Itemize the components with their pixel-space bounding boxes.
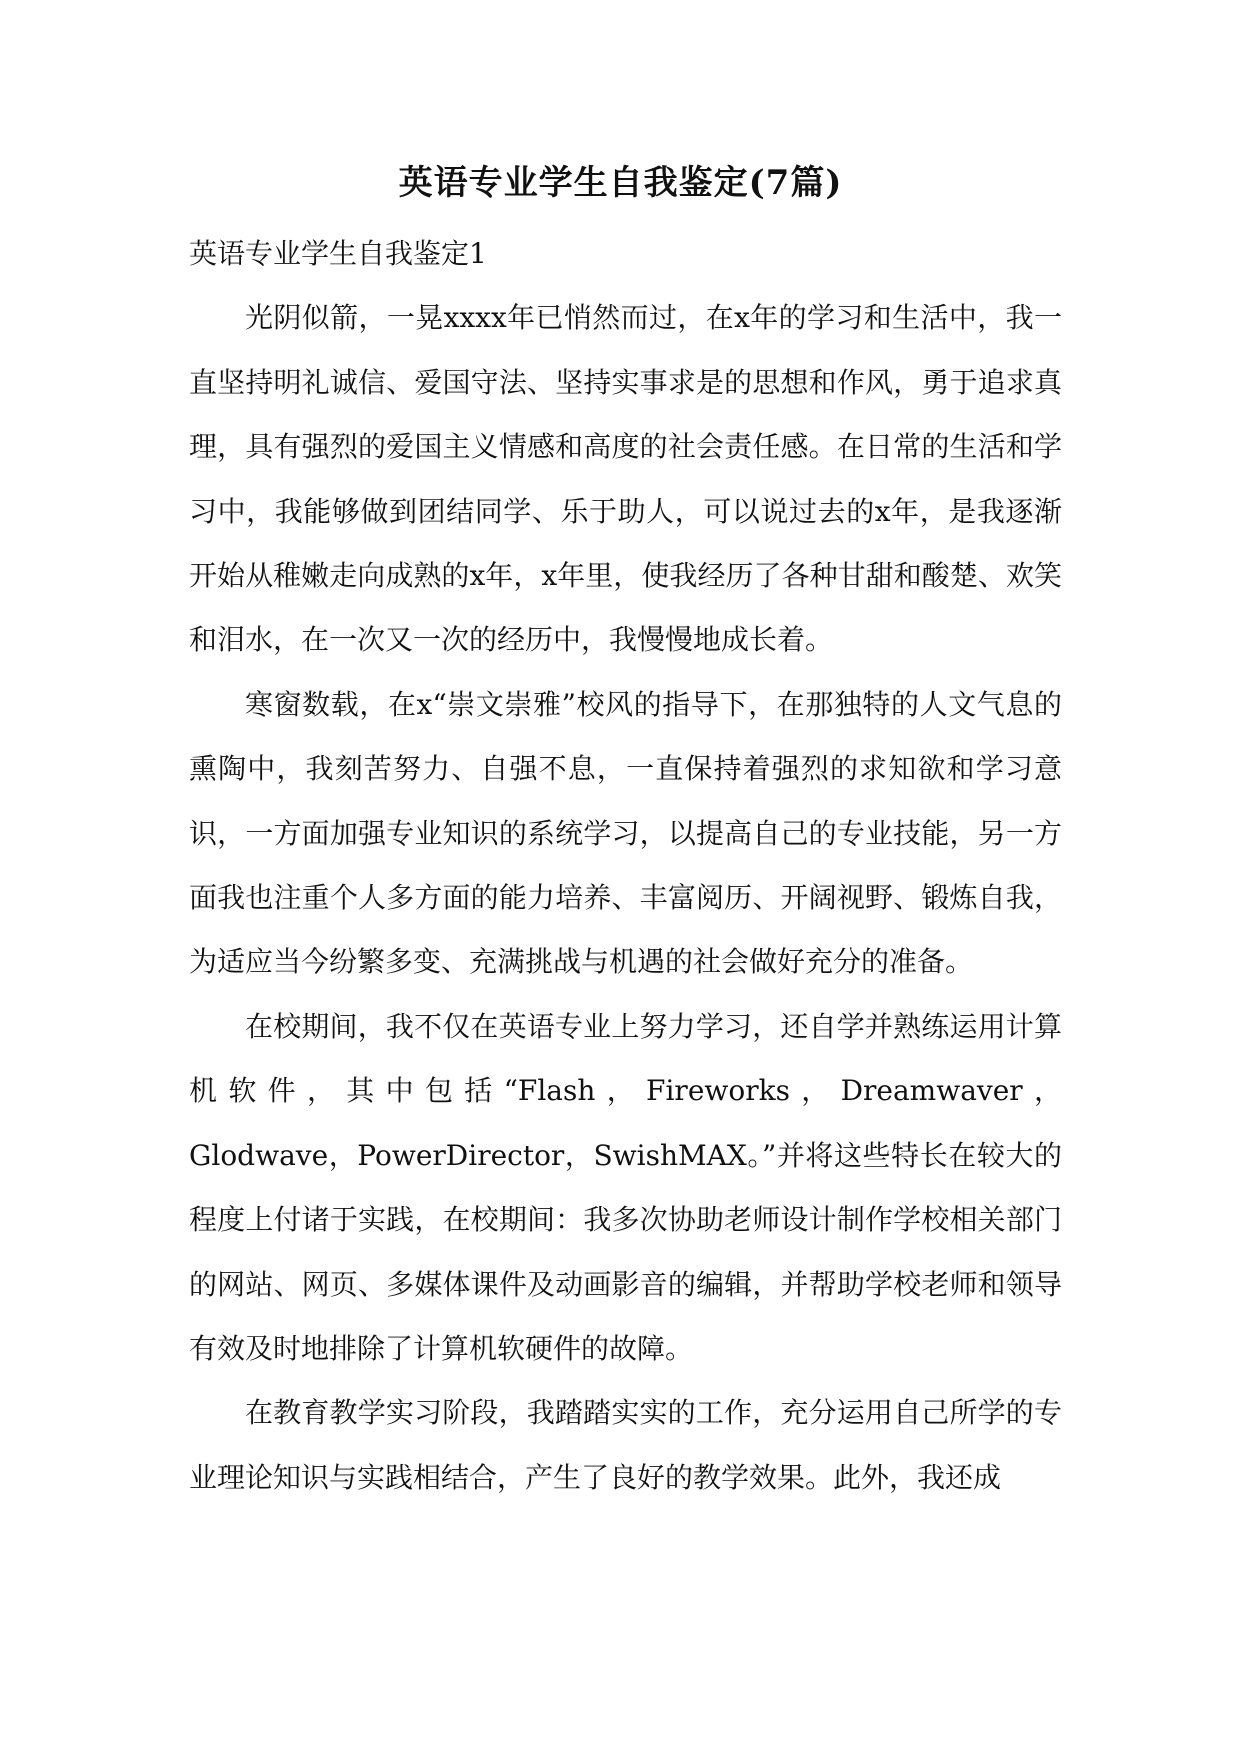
section-heading: 英语专业学生自我鉴定1 [189,237,487,270]
document-title: 英语专业学生自我鉴定(7篇) [398,163,843,203]
paragraph-2: 寒窗数载，在x“崇文崇雅”校风的指导下，在那独特的人文气息的熏陶中，我刻苦努力、自强不息，一直保持着强烈的求知欲和学习意识，一方面加强专业知识的系统学习，以提高自己的专业技能，另一方面我也注重个人多方面的能力培养、丰富阅历、开阔视野、锻炼自我，为适应当今纷繁多变、充满挑战与机遇的社会做好充分的准备。 [189,687,1062,979]
paragraph-4: 在教育教学实习阶段，我踏踏实实的工作，充分运用自己所学的专业理论知识与实践相结合，产生了良好的教学效果。此外，我还成 [189,1396,1062,1494]
paragraph-3: 在校期间，我不仅在英语专业上努力学习，还自学并熟练运用计算机软件，其中包括“Flash，Fireworks，Dreamwaver，Glodwave，PowerDirector，SwishMAX。”并将这些特长在较大的程度上付诸于实践，在校期间：我多次协助老师设计制作学校相关部门的网站、网页、多媒体课件及动画影音的编辑，并帮助学校老师和领导有效及时地排除了计算机软硬件的故障。 [189,1009,1062,1365]
document-body [189,222,1062,1510]
paragraph-1: 光阴似箭，一晃xxxx年已悄然而过，在x年的学习和生活中，我一直坚持明礼诚信、爱国守法、坚持实事求是的思想和作风，勇于追求真理，具有强烈的爱国主义情感和高度的社会责任感。在日常的生活和学习中，我能够做到团结同学、乐于助人，可以说过去的x年，是我逐渐开始从稚嫩走向成熟的x年，x年里，使我经历了各种甘甜和酸楚、欢笑和泪水，在一次又一次的经历中，我慢慢地成长着。 [189,301,1062,657]
